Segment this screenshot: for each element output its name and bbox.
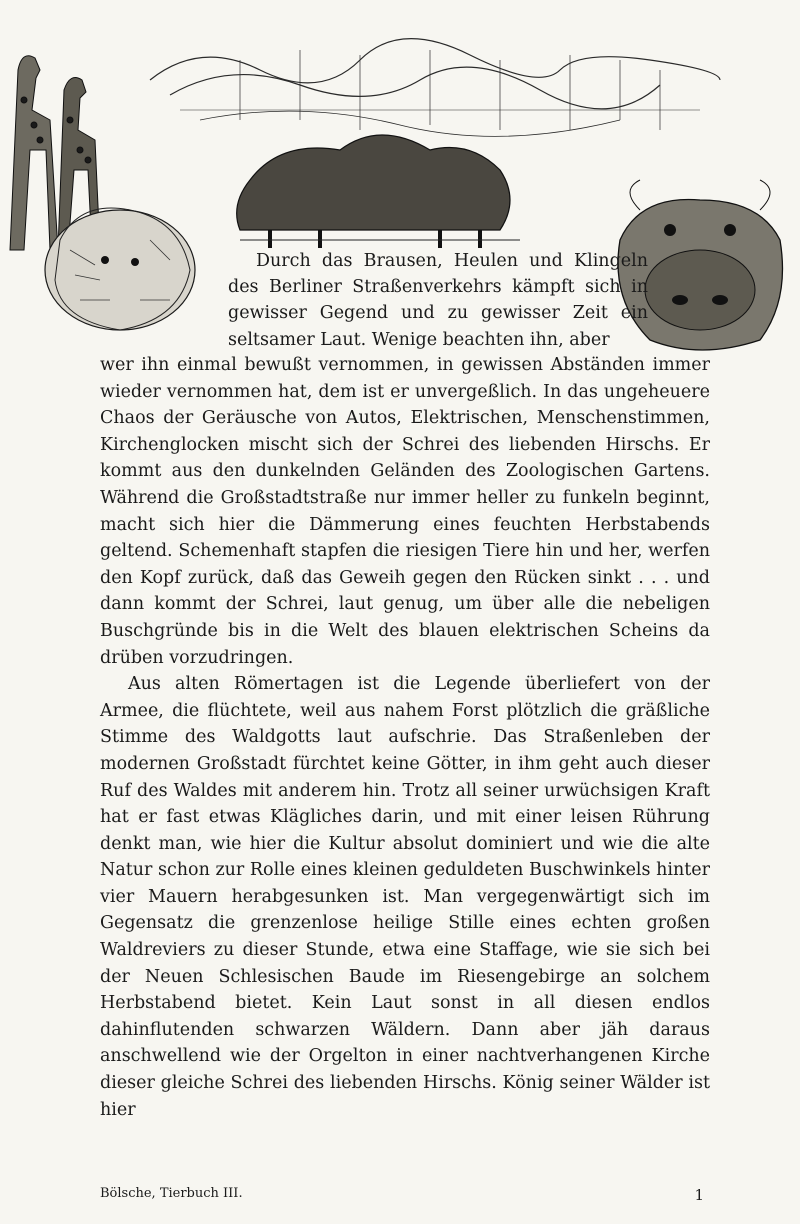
paragraph-1-continued: wer ihn einmal bewußt vernommen, in gewissen Abständen immer wieder vernommen hat, dem ist er unvergeßlich. In das ungeheuere Chaos der Geräusche von Autos, Elektrischen, Menschenstimmen, Kirchenglocken mischt sich der Schrei des liebenden Hirschs. Er kommt aus den dunkelnden Geländen des Zoologischen Gartens. Während die Großstadtstraße nur immer heller zu funkeln beginnt, macht sich hier die Dämmerung eines feuchten Herbstabends geltend. Schemenhaft stapfen die riesigen Tiere hin und her, werfen den Kopf zurück, daß das Geweih gegen den Rücken sinkt . . . und dann kommt der Schrei, laut genug, um über alle die nebeligen Buschgründe bis in die Welt des blauen elektrischen Scheins da drüben vorzudringen.	[100, 355, 710, 668]
inset-paragraph	[228, 248, 648, 353]
paragraph-2: Aus alten Römertagen ist die Legende überliefert von der Armee, die flüchtete, weil aus nahem Forst plötzlich die gräßliche Stimme des Waldgotts laut aufschrie. Das Straßenleben der modernen Großstadt fürchtet keine Götter, in ihm geht auch dieser Ruf des Waldes mit anderem hin. Trotz all seiner urwüchsigen Kraft hat er fast etwas Klägliches darin, und mit einer leisen Rührung denkt man, wie hier die Kultur absolut dominiert und wie die alte Natur schon zur Rolle eines kleinen geduldeten Buschwinkels hinter vier Mauern herabgesunken ist. Man vergegenwärtigt sich im Gegensatz die grenzenlose heilige Stille eines echten großen Waldreviers zu dieser Stunde, etwa eine Staffage, wie sie sich bei der Neuen Schlesischen Baude im Riesengebirge an solchem Herbstabend bietet. Kein Laut sonst in all diesen endlos dahinflutenden schwarzen Wäldern. Dann aber jäh daraus anschwellend wie der Orgelton in einer nachtverhangenen Kirche dieser gleiche Schrei des liebenden Hirschs. König seiner Wälder ist hier	[100, 674, 710, 1120]
inset-paragraph-text: Durch das Brausen, Heulen und Klingeln des Berliner Straßenverkehrs kämpft sich in gewisser Gegend und zu gewisser Zeit ein seltsamer Laut. Wenige beachten ihn, aber	[228, 251, 648, 350]
trees-icon	[150, 39, 720, 137]
signature-mark: Bölsche, Tierbuch III.	[100, 1186, 243, 1201]
page-footer	[100, 1186, 710, 1204]
page-number: 1	[694, 1186, 704, 1204]
body-text	[100, 352, 710, 1123]
bison-icon	[237, 135, 520, 248]
